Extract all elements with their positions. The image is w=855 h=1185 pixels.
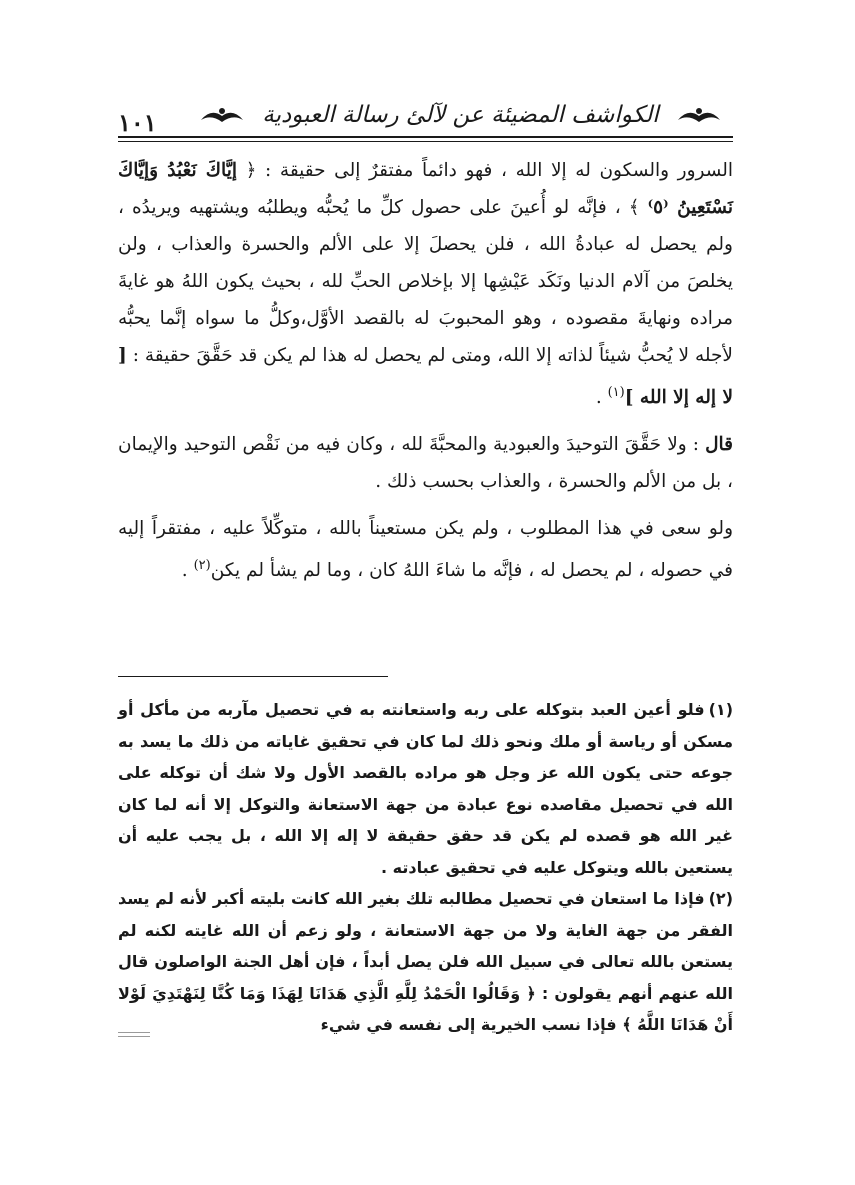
footnote-text: فلو أعين العبد بتوكله على ربه واستعانته به في تحصيل مآربه من مأكل أو مسكن أو رياسة أو ملك ونحو ذلك لما كان في تحقيق غاياته من ذلك ما يسد به جوعه حتى يكون الله عز وجل هو مراده بالقصد الأول ولا شك أن توكله على الله في تحصيل مقاصده نوع عبادة من جهة الاستعانة والتوكل إلا أنه لما كان غير الله هو قصده لم يكن قد حقق حقيقة لا إله إلا الله ، بل يجب عليه أن يستعين بالله ويتوكل عليه في تحقيق عبادته . <box>118 700 733 877</box>
text-span: السرور والسكون له إلا الله ، فهو دائماً مفتقرٌ إلى حقيقة : ﴿ <box>237 160 734 181</box>
paragraph <box>118 510 733 589</box>
footnote <box>118 883 733 1041</box>
kalima-text: [ لا إله إلا الله ] <box>118 345 733 409</box>
running-title <box>188 102 733 128</box>
continuation-mark <box>118 1032 150 1038</box>
footnote-ref[interactable]: (٢) <box>193 558 211 574</box>
footnote-separator <box>118 676 388 677</box>
running-title-text: الكواشف المضيئة عن لآلئ رسالة العبودية <box>262 102 659 128</box>
text-span: ولو سعى في هذا المطلوب ، ولم يكن مستعيناً بالله ، متوكِّلاً عليه ، مفتقراً إليه في حصوله ، لم يحصل له ، فإنَّه ما شاءَ اللهُ كان ، وما لم يشأ لم يكن <box>118 518 733 582</box>
footnotes <box>118 694 733 1041</box>
paragraph <box>118 152 733 416</box>
text-span: ﴾ ، فإنَّه لو أُعينَ على حصول كلِّ ما يُحبُّه ويطلبُه ويشتهيه ويريدُه ، ولم يحصل له عبادةُ الله ، فلن يحصلَ إلا على الألم والحسرة والعذاب ، ولن يخلصَ من آلام الدنيا ونَكَد عَيْشِها إلا بإخلاص الحبِّ لله ، بحيث يكون اللهُ هو غايةَ مراده ونهايةَ مقصوده ، وهو المحبوبَ له بالقصد الأوَّل،وكلُّ ما سواه إنَّما يحبُّه لأجله لا يُحبُّ شيئاً لذاته إلا الله، ومتى لم يحصل له هذا لم يكن قد حَقَّقَ حقيقة : <box>118 197 733 366</box>
header-rule <box>118 141 733 142</box>
footnote-number: (١) <box>708 700 733 719</box>
ornament-icon <box>199 106 245 126</box>
qal-label: قال <box>705 434 733 456</box>
page-header <box>118 96 733 142</box>
quran-verse: إيَّاكَ نَعْبُدُ وَإيَّاكَ نَسْتَعِينُ ⁽٥⁾ <box>118 160 733 218</box>
footnote <box>118 694 733 883</box>
ornament-icon <box>676 106 722 126</box>
footnote-text: فإذا ما استعان في تحصيل مطالبه تلك بغير الله كانت بليته أكبر لأنه لم يسد الفقر من جهة الغاية ولا من جهة الاستعانة ، ولو زعم أن الله غايته لكنه لم يستعن بالله تعالى في سبيل الله فلن يصل أبداً ، فإن أهل الجنة الواصلون قال الله عنهم أنهم يقولون : ﴿ وَقَالُوا الْحَمْدُ لِلَّهِ الَّذِي هَدَانَا لِهَذَا وَمَا كُنَّا لِنَهْتَدِيَ لَوْلا أَنْ هَدَانَا اللَّهُ ﴾ فإذا نسب الخيرية إلى نفسه في شيء <box>118 889 733 1034</box>
text-span: . <box>181 560 194 582</box>
footnote-ref[interactable]: (١) <box>607 385 625 400</box>
paragraph <box>118 426 733 500</box>
text-span: . <box>595 387 608 409</box>
text-span: : ولا حَقَّقَ التوحيدَ والعبودية والمحبَّةَ لله ، وكان فيه من نَقْص التوحيد والإيمان ، بل من الألم والحسرة ، والعذاب بحسب ذلك . <box>118 434 733 493</box>
header-rule <box>118 136 733 138</box>
footnote-number: (٢) <box>708 889 733 908</box>
main-text <box>118 152 733 589</box>
page-number: ١٠١ <box>118 108 157 137</box>
